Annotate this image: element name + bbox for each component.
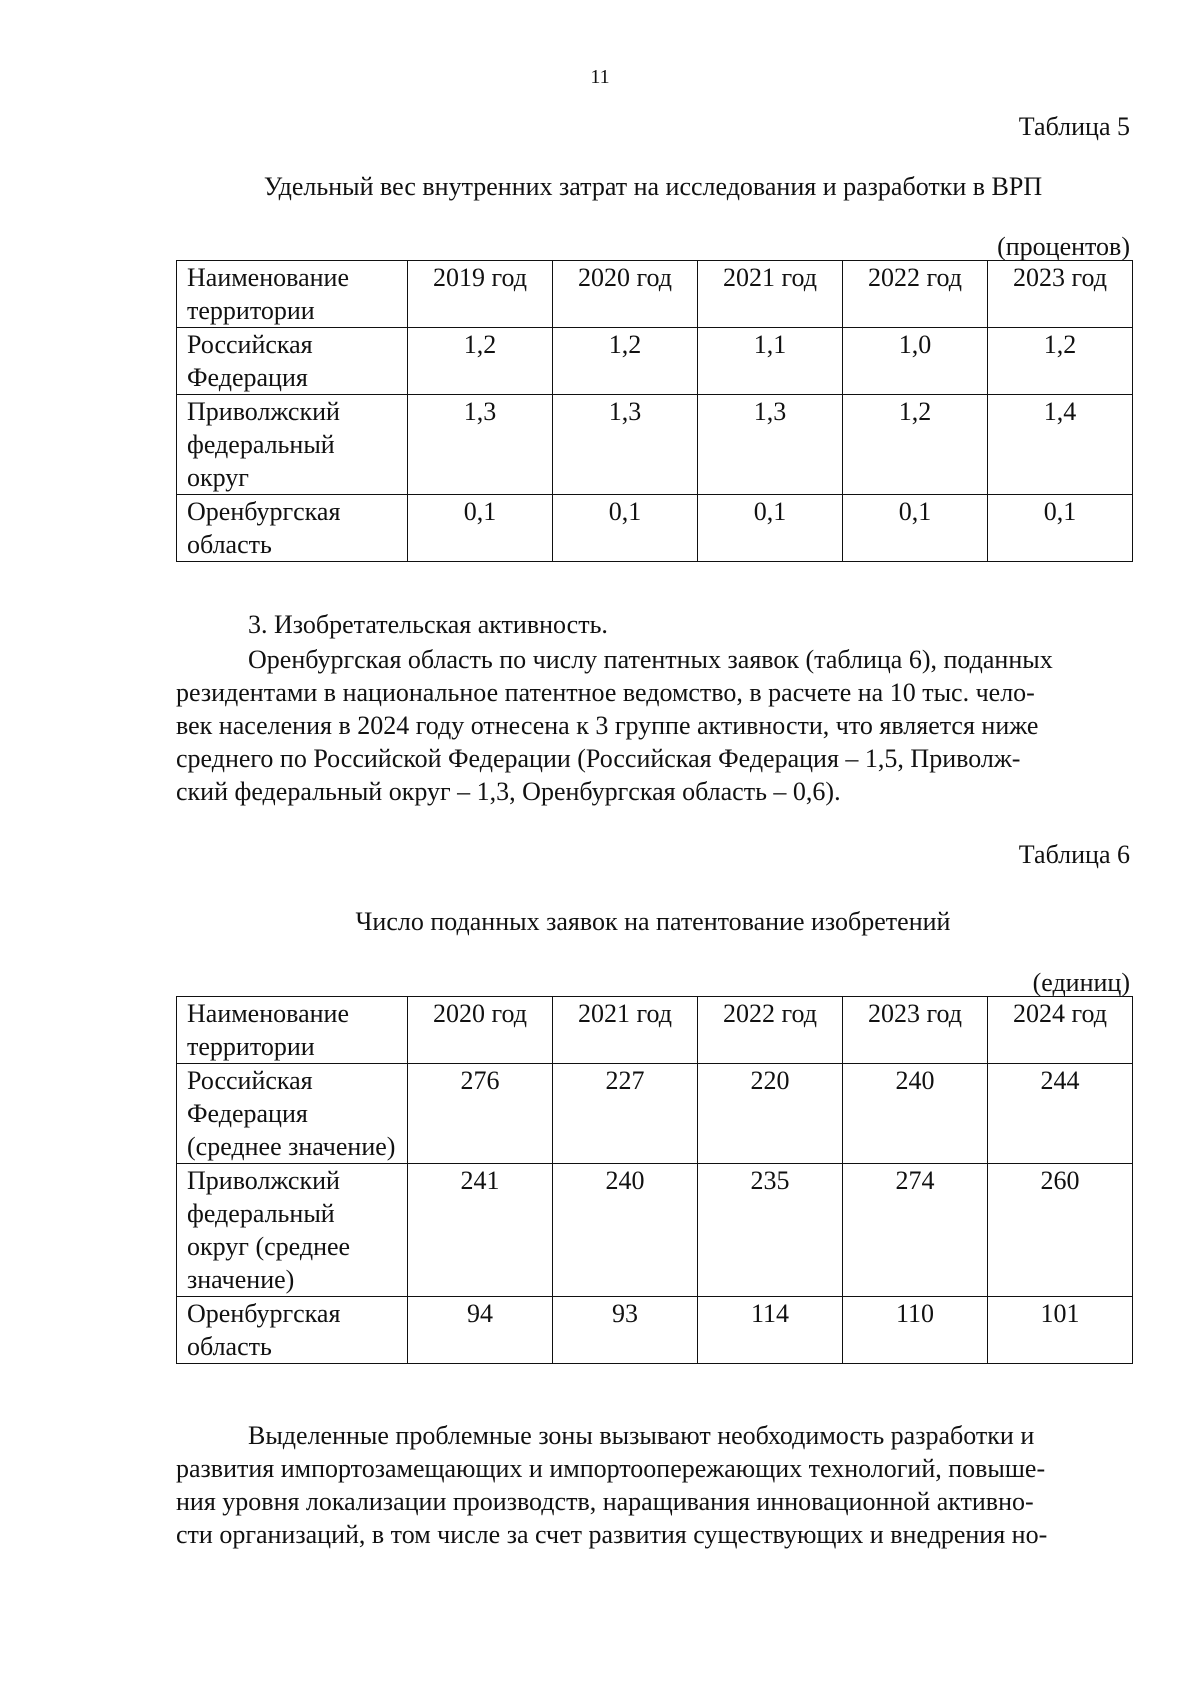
table-cell: 101 bbox=[988, 1297, 1133, 1364]
table-cell: 274 bbox=[843, 1164, 988, 1297]
table-cell: 1,0 bbox=[843, 328, 988, 395]
column-header-year: 2022 год bbox=[843, 261, 988, 328]
column-header-territory: Наименование территории bbox=[177, 997, 408, 1064]
row-name: Оренбургская область bbox=[177, 1297, 408, 1364]
table-cell: 241 bbox=[408, 1164, 553, 1297]
column-header-year: 2020 год bbox=[553, 261, 698, 328]
table-cell: 0,1 bbox=[553, 495, 698, 562]
paragraph-line: ния уровня локализации производств, наращивания инновационной активно- bbox=[176, 1487, 1034, 1516]
table-cell: 227 bbox=[553, 1064, 698, 1164]
table-cell: 1,2 bbox=[408, 328, 553, 395]
table-5-caption: Таблица 5 bbox=[1018, 112, 1130, 141]
row-name: Приволжский федеральный округ bbox=[177, 395, 408, 495]
row-name: Российская Федерация (среднее значение) bbox=[177, 1064, 408, 1164]
table-cell: 1,2 bbox=[843, 395, 988, 495]
table-cell: 0,1 bbox=[408, 495, 553, 562]
column-header-year: 2023 год bbox=[988, 261, 1133, 328]
table-cell: 1,2 bbox=[988, 328, 1133, 395]
row-name: Оренбургская область bbox=[177, 495, 408, 562]
page-number: 11 bbox=[590, 66, 610, 88]
table-cell: 1,3 bbox=[408, 395, 553, 495]
table-5-title: Удельный вес внутренних затрат на исследования и разработки в ВРП bbox=[263, 172, 1043, 201]
paragraph-line: среднего по Российской Федерации (Российская Федерация – 1,5, Приволж- bbox=[176, 744, 1021, 773]
column-header-year: 2024 год bbox=[988, 997, 1133, 1064]
table-cell: 1,3 bbox=[698, 395, 843, 495]
table-6-units: (единиц) bbox=[1032, 968, 1130, 997]
paragraph-line: ский федеральный округ – 1,3, Оренбургская область – 0,6). bbox=[176, 777, 841, 806]
table-row bbox=[177, 495, 1133, 562]
closing-paragraph bbox=[176, 1419, 1130, 1551]
table-row bbox=[177, 1297, 1133, 1364]
paragraph-line: Оренбургская область по числу патентных заявок (таблица 6), поданных bbox=[248, 645, 1053, 674]
column-header-year: 2020 год bbox=[408, 997, 553, 1064]
section-3-paragraph bbox=[176, 643, 1130, 808]
table-cell: 240 bbox=[843, 1064, 988, 1164]
table-cell: 220 bbox=[698, 1064, 843, 1164]
row-name: Российская Федерация bbox=[177, 328, 408, 395]
table-cell: 110 bbox=[843, 1297, 988, 1364]
table-row bbox=[177, 1164, 1133, 1297]
table-cell: 1,1 bbox=[698, 328, 843, 395]
table-cell: 114 bbox=[698, 1297, 843, 1364]
table-cell: 260 bbox=[988, 1164, 1133, 1297]
table-cell: 0,1 bbox=[698, 495, 843, 562]
paragraph-line: Выделенные проблемные зоны вызывают необходимость разработки и bbox=[248, 1421, 1035, 1450]
table-6 bbox=[176, 996, 1133, 1364]
table-cell: 240 bbox=[553, 1164, 698, 1297]
paragraph-line: век населения в 2024 году отнесена к 3 группе активности, что является ниже bbox=[176, 711, 1039, 740]
table-cell: 1,2 bbox=[553, 328, 698, 395]
paragraph-line: сти организаций, в том числе за счет развития существующих и внедрения но- bbox=[176, 1520, 1048, 1549]
table-cell: 235 bbox=[698, 1164, 843, 1297]
table-cell: 94 bbox=[408, 1297, 553, 1364]
table-row bbox=[177, 395, 1133, 495]
table-cell: 93 bbox=[553, 1297, 698, 1364]
column-header-territory: Наименование территории bbox=[177, 261, 408, 328]
paragraph-line: развития импортозамещающих и импортоопережающих технологий, повыше- bbox=[176, 1454, 1046, 1483]
table-cell: 1,3 bbox=[553, 395, 698, 495]
column-header-year: 2021 год bbox=[553, 997, 698, 1064]
column-header-year: 2023 год bbox=[843, 997, 988, 1064]
table-cell: 0,1 bbox=[988, 495, 1133, 562]
table-header-row bbox=[177, 997, 1133, 1064]
table-row bbox=[177, 328, 1133, 395]
row-name: Приволжский федеральный округ (среднее значение) bbox=[177, 1164, 408, 1297]
column-header-year: 2019 год bbox=[408, 261, 553, 328]
table-row bbox=[177, 1064, 1133, 1164]
table-5 bbox=[176, 260, 1133, 562]
table-cell: 244 bbox=[988, 1064, 1133, 1164]
table-cell: 0,1 bbox=[843, 495, 988, 562]
table-5-units: (процентов) bbox=[997, 232, 1130, 261]
paragraph-line: резидентами в национальное патентное ведомство, в расчете на 10 тыс. чело- bbox=[176, 678, 1035, 707]
table-cell: 276 bbox=[408, 1064, 553, 1164]
table-header-row bbox=[177, 261, 1133, 328]
column-header-year: 2022 год bbox=[698, 997, 843, 1064]
table-6-title: Число поданных заявок на патентование изобретений bbox=[355, 907, 951, 936]
table-6-caption: Таблица 6 bbox=[1018, 840, 1130, 869]
column-header-year: 2021 год bbox=[698, 261, 843, 328]
section-heading: 3. Изобретательская активность. bbox=[248, 610, 608, 639]
table-cell: 1,4 bbox=[988, 395, 1133, 495]
